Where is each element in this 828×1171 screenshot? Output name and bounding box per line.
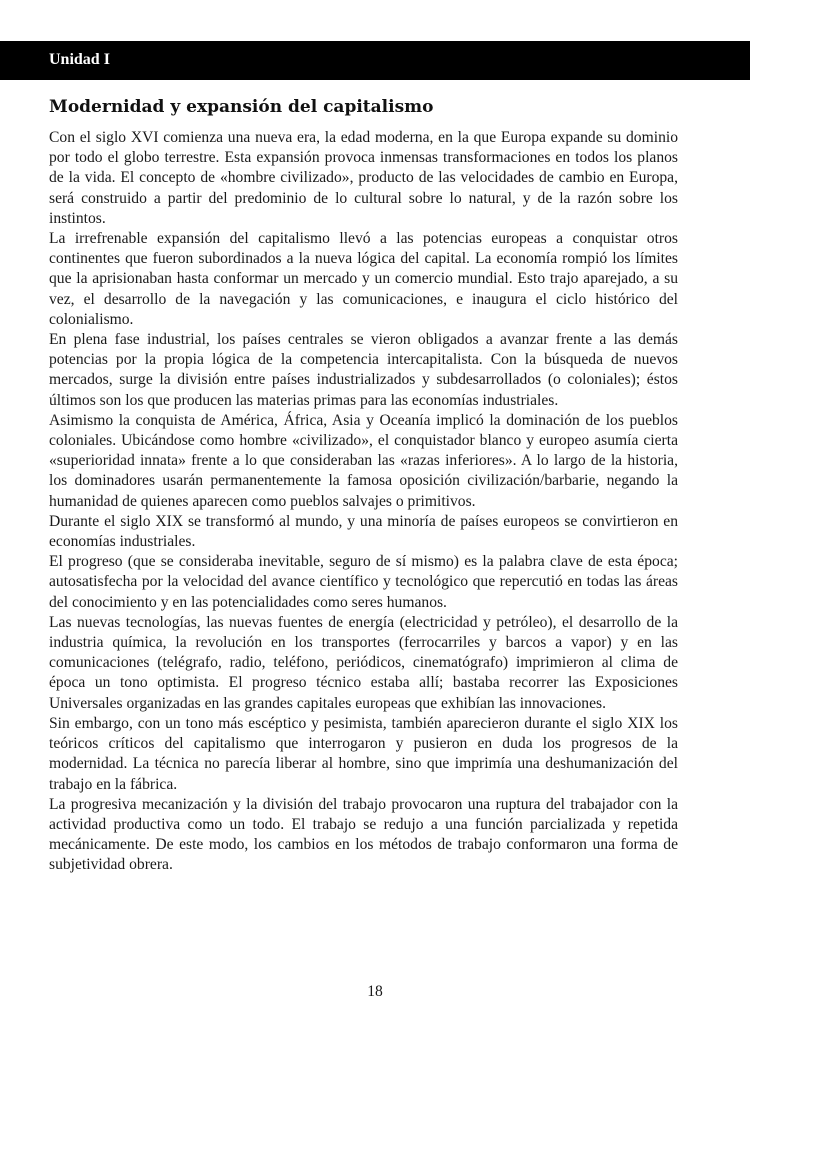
paragraph: Durante el siglo XIX se transformó al mundo, y una minoría de países europeos se convirtieron en economías industriales. bbox=[49, 512, 678, 551]
unit-header-bar bbox=[0, 41, 750, 80]
paragraph: En plena fase industrial, los países centrales se vieron obligados a avanzar frente a las demás potencias por la propia lógica de la competencia intercapitalista. Con la búsqueda de nuevos mercados, surge la división entre países industrializados y subdesarrollados (o coloniales); éstos últimos son los que producen las materias primas para las economías industriales. bbox=[49, 331, 678, 409]
unit-label: Unidad I bbox=[49, 51, 110, 68]
paragraph: Las nuevas tecnologías, las nuevas fuentes de energía (electricidad y petróleo), el desarrollo de la industria química, la revolución en los transportes (ferrocarriles y barcos a vapor) y en las comunicaciones (telégrafo, radio, teléfono, periódicos, cinematógrafo) imprimieron al clima de época un tono optimista. El progreso técnico estaba allí; bastaba recorrer las Exposiciones Universales organizadas en las grandes capitales europeas que exhibían las innovaciones. bbox=[49, 613, 678, 712]
page-content bbox=[49, 95, 678, 876]
paragraph: Asimismo la conquista de América, África, Asia y Oceanía implicó la dominación de los pueblos coloniales. Ubicándose como hombre «civilizado», el conquistador blanco y europeo asumía cierta «superioridad innata» frente a lo que consideraban las «razas inferiores». A lo largo de la historia, los dominadores usarán permanentemente la famosa oposición civilización/barbarie, negando la humanidad de quienes aparecen como pueblos salvajes o primitivos. bbox=[49, 411, 678, 510]
section-title: Modernidad y expansión del capitalismo bbox=[49, 97, 434, 117]
paragraph: La progresiva mecanización y la división del trabajo provocaron una ruptura del trabajador con la actividad productiva como un todo. El trabajo se redujo a una función parcializada y repetida mecánicamente. De este modo, los cambios en los métodos de trabajo conformaron una forma de subjetividad obrera. bbox=[49, 795, 678, 874]
page-number: 18 bbox=[367, 983, 383, 1000]
paragraph: El progreso (que se consideraba inevitable, seguro de sí mismo) es la palabra clave de esta época; autosatisfecha por la velocidad del avance científico y tecnológico que repercutió en todas las áreas del conocimiento y en las potencialidades como seres humanos. bbox=[49, 553, 678, 611]
paragraph: Sin embargo, con un tono más escéptico y pesimista, también aparecieron durante el siglo XIX los teóricos críticos del capitalismo que interrogaron y pusieron en duda los progresos de la modernidad. La técnica no parecía liberar al hombre, sino que imprimía una deshumanización del trabajo en la fábrica. bbox=[49, 714, 678, 793]
paragraph: La irrefrenable expansión del capitalismo llevó a las potencias europeas a conquistar otros continentes que fueron subordinados a la nueva lógica del capital. La economía rompió los límites que la aprisionaban hasta conformar un mercado y un comercio mundial. Esto trajo aparejado, a su vez, el desarrollo de la navegación y las comunicaciones, e inaugura el ciclo histórico del colonialismo. bbox=[49, 230, 678, 328]
paragraph: Con el siglo XVI comienza una nueva era, la edad moderna, en la que Europa expande su dominio por todo el globo terrestre. Esta expansión provoca inmensas transformaciones en todos los planos de la vida. El concepto de «hombre civilizado», producto de las velocidades de cambio en Europa, será construido a partir del predominio de lo cultural sobre lo natural, y de la razón sobre los instintos. bbox=[49, 129, 678, 227]
